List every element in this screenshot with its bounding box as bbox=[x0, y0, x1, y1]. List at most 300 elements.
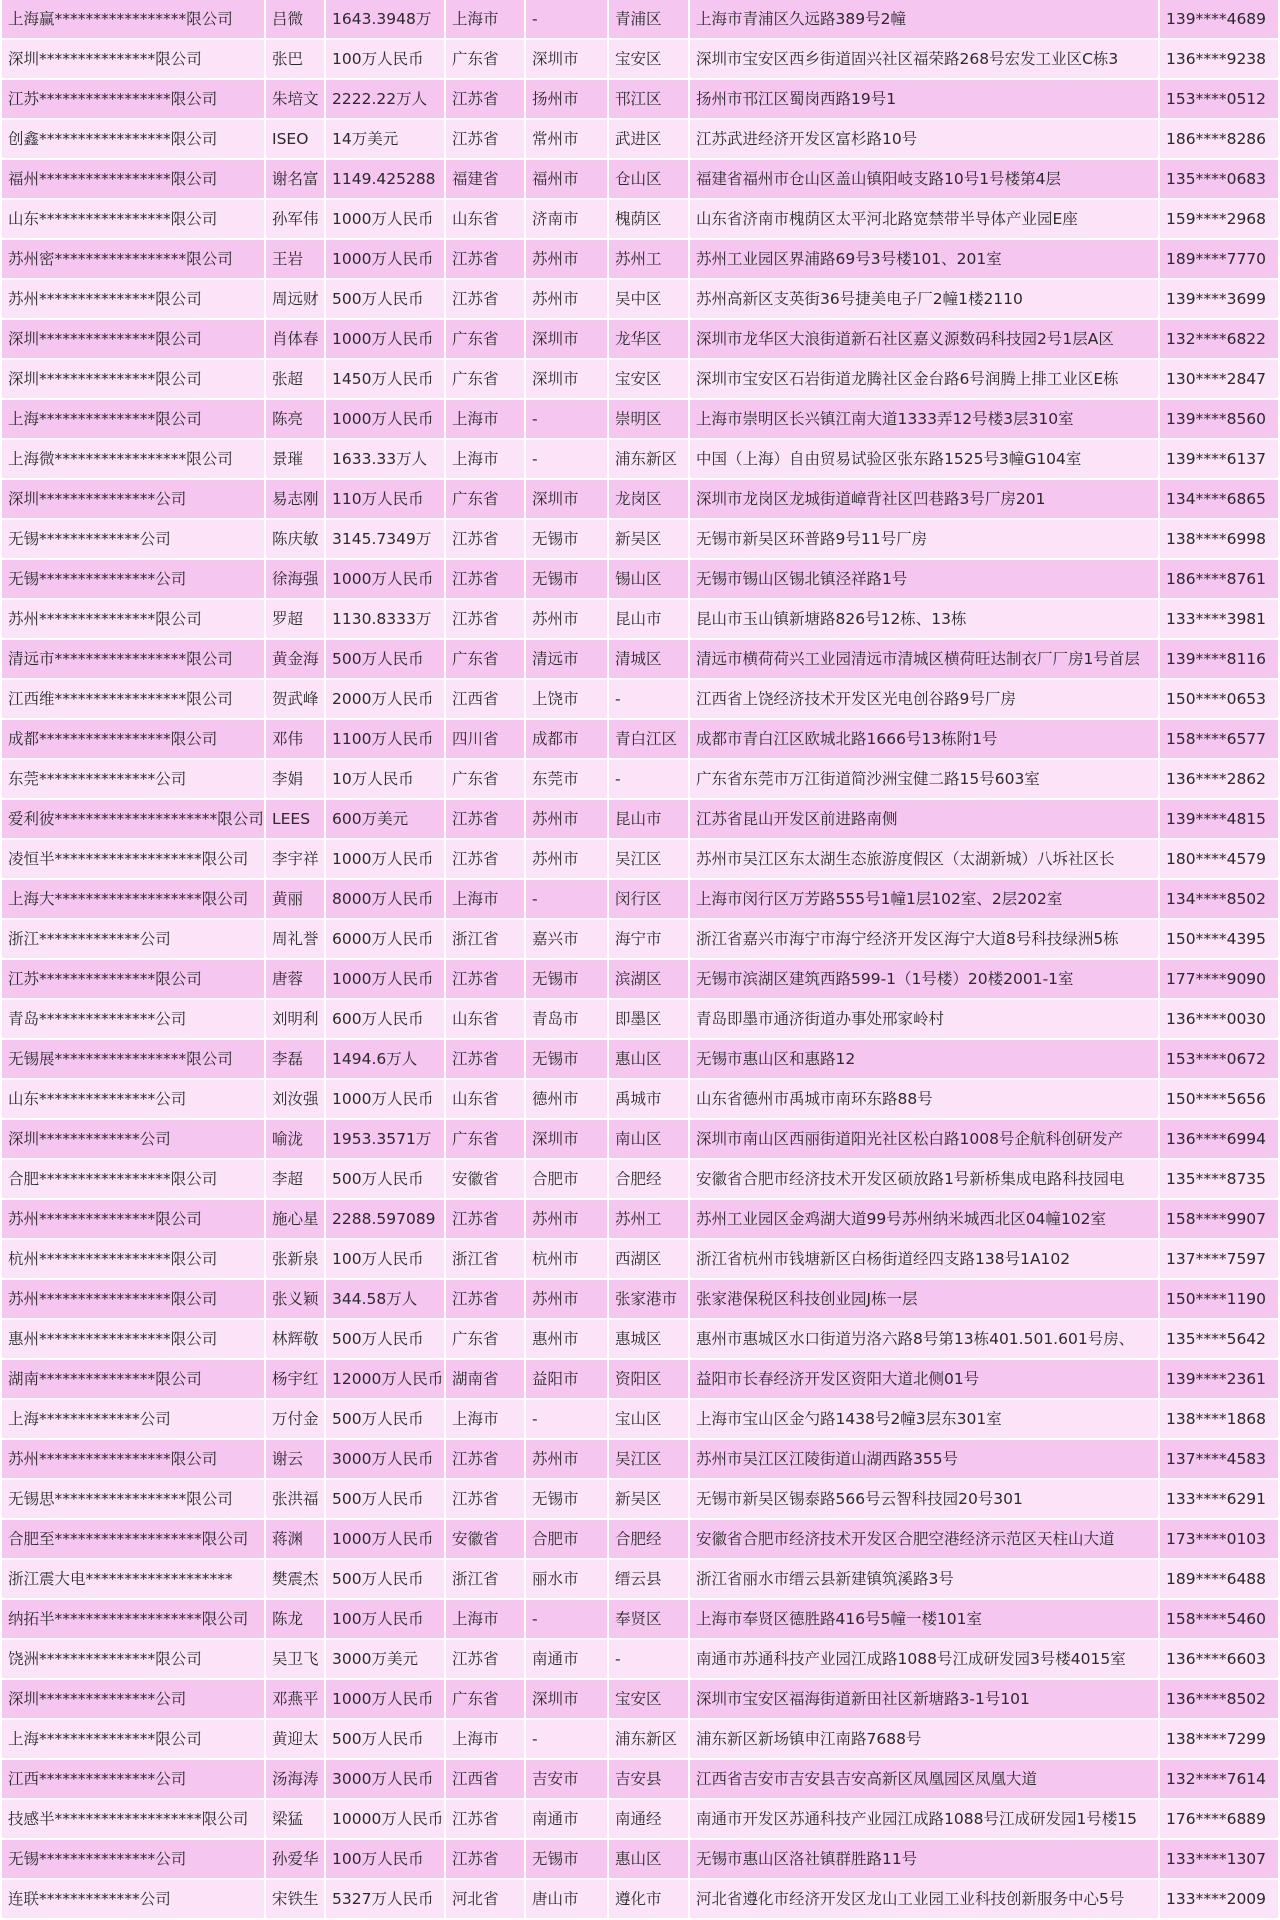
cell-legal-person: 蒋渊 bbox=[266, 1520, 324, 1560]
cell-address: 山东省济南市槐荫区太平河北路宽禁带半导体产业园E座 bbox=[690, 200, 1158, 240]
cell-address: 安徽省合肥市经济技术开发区硕放路1号新桥集成电路科技园电 bbox=[690, 1160, 1158, 1200]
cell-address: 苏州工业园区金鸡湖大道99号苏州纳米城西北区04幢102室 bbox=[690, 1200, 1158, 1240]
cell-province: 江苏省 bbox=[446, 1640, 524, 1680]
cell-district: 青浦区 bbox=[609, 0, 688, 40]
cell-province: 广东省 bbox=[446, 320, 524, 360]
cell-legal-person: 陈庆敏 bbox=[266, 520, 324, 560]
cell-legal-person: 刘明利 bbox=[266, 1000, 324, 1040]
cell-phone: 134****8502 bbox=[1160, 880, 1278, 920]
cell-legal-person: 李超 bbox=[266, 1160, 324, 1200]
cell-company-name: 无锡展*****************限公司 bbox=[2, 1040, 264, 1080]
table-row bbox=[2, 1280, 1278, 1320]
cell-phone: 189****7770 bbox=[1160, 240, 1278, 280]
cell-address: 苏州市吴江区江陵街道山湖西路355号 bbox=[690, 1440, 1158, 1480]
table-row bbox=[2, 1760, 1278, 1800]
cell-address: 青岛即墨市通济街道办事处邢家岭村 bbox=[690, 1000, 1158, 1040]
cell-phone: 177****9090 bbox=[1160, 960, 1278, 1000]
table-row bbox=[2, 1640, 1278, 1680]
cell-province: 四川省 bbox=[446, 720, 524, 760]
cell-province: 河北省 bbox=[446, 1880, 524, 1920]
cell-address: 河北省遵化市经济开发区龙山工业园工业科技创新服务中心5号 bbox=[690, 1880, 1158, 1920]
cell-city: 济南市 bbox=[526, 200, 607, 240]
cell-legal-person: 景璀 bbox=[266, 440, 324, 480]
table-row bbox=[2, 120, 1278, 160]
cell-registered-capital: 500万人民币 bbox=[326, 1480, 444, 1520]
table-row bbox=[2, 920, 1278, 960]
table-row bbox=[2, 1440, 1278, 1480]
cell-district: 张家港市 bbox=[609, 1280, 688, 1320]
cell-registered-capital: 6000万人民币 bbox=[326, 920, 444, 960]
cell-district: 闵行区 bbox=[609, 880, 688, 920]
cell-address: 无锡市新吴区环普路9号11号厂房 bbox=[690, 520, 1158, 560]
cell-legal-person: 谢云 bbox=[266, 1440, 324, 1480]
cell-company-name: 创鑫*****************限公司 bbox=[2, 120, 264, 160]
cell-city: 杭州市 bbox=[526, 1240, 607, 1280]
cell-province: 江苏省 bbox=[446, 1480, 524, 1520]
cell-registered-capital: 1149.425288 bbox=[326, 160, 444, 200]
cell-district: 清城区 bbox=[609, 640, 688, 680]
cell-province: 广东省 bbox=[446, 40, 524, 80]
cell-district: 宝安区 bbox=[609, 360, 688, 400]
cell-registered-capital: 1953.3571万 bbox=[326, 1120, 444, 1160]
cell-phone: 139****6137 bbox=[1160, 440, 1278, 480]
cell-registered-capital: 1000万人民币 bbox=[326, 320, 444, 360]
cell-phone: 186****8286 bbox=[1160, 120, 1278, 160]
cell-legal-person: 张超 bbox=[266, 360, 324, 400]
table-row bbox=[2, 200, 1278, 240]
cell-company-name: 无锡***************公司 bbox=[2, 560, 264, 600]
table-row bbox=[2, 520, 1278, 560]
cell-legal-person: 王岩 bbox=[266, 240, 324, 280]
cell-registered-capital: 1450万人民币 bbox=[326, 360, 444, 400]
cell-company-name: 苏州*****************限公司 bbox=[2, 1440, 264, 1480]
cell-phone: 135****0683 bbox=[1160, 160, 1278, 200]
cell-district: - bbox=[609, 760, 688, 800]
cell-address: 上海市宝山区金勺路1438号2幢3层东301室 bbox=[690, 1400, 1158, 1440]
cell-company-name: 江西***************公司 bbox=[2, 1760, 264, 1800]
table-row bbox=[2, 600, 1278, 640]
cell-company-name: 连联*************公司 bbox=[2, 1880, 264, 1920]
cell-phone: 130****2847 bbox=[1160, 360, 1278, 400]
cell-address: 上海市青浦区久远路389号2幢 bbox=[690, 0, 1158, 40]
cell-company-name: 深圳***************限公司 bbox=[2, 320, 264, 360]
cell-province: 江苏省 bbox=[446, 80, 524, 120]
cell-phone: 139****2361 bbox=[1160, 1360, 1278, 1400]
cell-registered-capital: 2288.597089 bbox=[326, 1200, 444, 1240]
table-row bbox=[2, 1800, 1278, 1840]
cell-city: 吉安市 bbox=[526, 1760, 607, 1800]
cell-phone: 136****8502 bbox=[1160, 1680, 1278, 1720]
cell-district: 槐荫区 bbox=[609, 200, 688, 240]
cell-company-name: 苏州***************限公司 bbox=[2, 280, 264, 320]
cell-registered-capital: 1633.33万人 bbox=[326, 440, 444, 480]
cell-district: 南山区 bbox=[609, 1120, 688, 1160]
cell-phone: 138****1868 bbox=[1160, 1400, 1278, 1440]
cell-province: 上海市 bbox=[446, 1720, 524, 1760]
cell-registered-capital: 344.58万人 bbox=[326, 1280, 444, 1320]
cell-province: 江苏省 bbox=[446, 280, 524, 320]
cell-address: 成都市青白江区欧城北路1666号13栋附1号 bbox=[690, 720, 1158, 760]
cell-phone: 133****2009 bbox=[1160, 1880, 1278, 1920]
table-row bbox=[2, 1880, 1278, 1920]
cell-city: 成都市 bbox=[526, 720, 607, 760]
cell-address: 浙江省嘉兴市海宁市海宁经济开发区海宁大道8号科技绿洲5栋 bbox=[690, 920, 1158, 960]
cell-district: 禹城市 bbox=[609, 1080, 688, 1120]
cell-address: 江苏武进经济开发区富杉路10号 bbox=[690, 120, 1158, 160]
cell-city: 深圳市 bbox=[526, 320, 607, 360]
cell-phone: 136****2862 bbox=[1160, 760, 1278, 800]
table-row bbox=[2, 800, 1278, 840]
cell-legal-person: 吕微 bbox=[266, 0, 324, 40]
cell-phone: 132****6822 bbox=[1160, 320, 1278, 360]
cell-address: 无锡市滨湖区建筑西路599-1（1号楼）20楼2001-1室 bbox=[690, 960, 1158, 1000]
cell-phone: 153****0512 bbox=[1160, 80, 1278, 120]
cell-phone: 139****4689 bbox=[1160, 0, 1278, 40]
cell-district: 宝安区 bbox=[609, 1680, 688, 1720]
cell-company-name: 成都*****************限公司 bbox=[2, 720, 264, 760]
cell-company-name: 湖南***************限公司 bbox=[2, 1360, 264, 1400]
cell-address: 中国（上海）自由贸易试验区张东路1525号3幢G104室 bbox=[690, 440, 1158, 480]
cell-district: 吉安县 bbox=[609, 1760, 688, 1800]
cell-registered-capital: 1130.8333万 bbox=[326, 600, 444, 640]
cell-company-name: 无锡***************公司 bbox=[2, 1840, 264, 1880]
cell-province: 上海市 bbox=[446, 400, 524, 440]
cell-district: 缙云县 bbox=[609, 1560, 688, 1600]
table-row bbox=[2, 320, 1278, 360]
cell-phone: 176****6889 bbox=[1160, 1800, 1278, 1840]
cell-city: 上饶市 bbox=[526, 680, 607, 720]
cell-legal-person: 朱培文 bbox=[266, 80, 324, 120]
cell-legal-person: 张洪福 bbox=[266, 1480, 324, 1520]
cell-company-name: 福州*****************限公司 bbox=[2, 160, 264, 200]
cell-city: 合肥市 bbox=[526, 1160, 607, 1200]
cell-company-name: 深圳***************限公司 bbox=[2, 40, 264, 80]
cell-province: 安徽省 bbox=[446, 1160, 524, 1200]
table-row bbox=[2, 720, 1278, 760]
table-row bbox=[2, 400, 1278, 440]
cell-legal-person: 徐海强 bbox=[266, 560, 324, 600]
cell-address: 清远市横荷荷兴工业园清远市清城区横荷旺达制衣厂厂房1号首层 bbox=[690, 640, 1158, 680]
cell-city: 苏州市 bbox=[526, 800, 607, 840]
cell-address: 深圳市南山区西丽街道阳光社区松白路1008号企航科创研发产 bbox=[690, 1120, 1158, 1160]
cell-phone: 137****7597 bbox=[1160, 1240, 1278, 1280]
table-row bbox=[2, 1560, 1278, 1600]
cell-address: 上海市崇明区长兴镇江南大道1333弄12号楼3层310室 bbox=[690, 400, 1158, 440]
table-row bbox=[2, 1240, 1278, 1280]
cell-company-name: 上海***************限公司 bbox=[2, 1720, 264, 1760]
cell-district: 滨湖区 bbox=[609, 960, 688, 1000]
cell-phone: 139****8560 bbox=[1160, 400, 1278, 440]
table-row bbox=[2, 440, 1278, 480]
cell-company-name: 无锡思*****************限公司 bbox=[2, 1480, 264, 1520]
cell-registered-capital: 3145.7349万 bbox=[326, 520, 444, 560]
cell-legal-person: 张新泉 bbox=[266, 1240, 324, 1280]
cell-province: 上海市 bbox=[446, 440, 524, 480]
cell-company-name: 合肥*****************限公司 bbox=[2, 1160, 264, 1200]
table-row bbox=[2, 480, 1278, 520]
cell-city: 唐山市 bbox=[526, 1880, 607, 1920]
cell-address: 上海市奉贤区德胜路416号5幢一楼101室 bbox=[690, 1600, 1158, 1640]
cell-legal-person: 邓伟 bbox=[266, 720, 324, 760]
cell-company-name: 上海大*******************限公司 bbox=[2, 880, 264, 920]
cell-phone: 133****1307 bbox=[1160, 1840, 1278, 1880]
cell-address: 上海市闵行区万芳路555号1幢1层102室、2层202室 bbox=[690, 880, 1158, 920]
cell-registered-capital: 1000万人民币 bbox=[326, 1680, 444, 1720]
cell-city: 深圳市 bbox=[526, 360, 607, 400]
table-row bbox=[2, 840, 1278, 880]
cell-registered-capital: 1000万人民币 bbox=[326, 960, 444, 1000]
cell-city: 福州市 bbox=[526, 160, 607, 200]
table-row bbox=[2, 1000, 1278, 1040]
cell-company-name: 江苏***************限公司 bbox=[2, 960, 264, 1000]
cell-phone: 150****5656 bbox=[1160, 1080, 1278, 1120]
cell-district: 宝安区 bbox=[609, 40, 688, 80]
cell-company-name: 深圳*************公司 bbox=[2, 1120, 264, 1160]
cell-city: - bbox=[526, 440, 607, 480]
cell-district: - bbox=[609, 1640, 688, 1680]
cell-city: - bbox=[526, 1720, 607, 1760]
cell-company-name: 惠州*****************限公司 bbox=[2, 1320, 264, 1360]
cell-address: 深圳市龙华区大浪街道新石社区嘉义源数码科技园2号1层A区 bbox=[690, 320, 1158, 360]
cell-phone: 133****3981 bbox=[1160, 600, 1278, 640]
cell-registered-capital: 10万人民币 bbox=[326, 760, 444, 800]
cell-legal-person: 汤海涛 bbox=[266, 1760, 324, 1800]
cell-city: 深圳市 bbox=[526, 1680, 607, 1720]
cell-district: 惠城区 bbox=[609, 1320, 688, 1360]
cell-phone: 138****7299 bbox=[1160, 1720, 1278, 1760]
cell-city: 无锡市 bbox=[526, 560, 607, 600]
table-row bbox=[2, 1040, 1278, 1080]
cell-legal-person: 陈亮 bbox=[266, 400, 324, 440]
cell-address: 安徽省合肥市经济技术开发区合肥空港经济示范区天柱山大道 bbox=[690, 1520, 1158, 1560]
cell-registered-capital: 3000万人民币 bbox=[326, 1760, 444, 1800]
cell-company-name: 上海微*****************限公司 bbox=[2, 440, 264, 480]
cell-registered-capital: 600万人民币 bbox=[326, 1000, 444, 1040]
cell-registered-capital: 500万人民币 bbox=[326, 1720, 444, 1760]
cell-phone: 150****1190 bbox=[1160, 1280, 1278, 1320]
cell-phone: 139****8116 bbox=[1160, 640, 1278, 680]
cell-legal-person: 吴卫飞 bbox=[266, 1640, 324, 1680]
cell-district: 宝山区 bbox=[609, 1400, 688, 1440]
cell-address: 益阳市长春经济开发区资阳大道北侧01号 bbox=[690, 1360, 1158, 1400]
cell-phone: 138****6998 bbox=[1160, 520, 1278, 560]
cell-district: 奉贤区 bbox=[609, 1600, 688, 1640]
cell-company-name: 苏州密*****************限公司 bbox=[2, 240, 264, 280]
cell-phone: 136****9238 bbox=[1160, 40, 1278, 80]
cell-phone: 136****6603 bbox=[1160, 1640, 1278, 1680]
cell-district: 合肥经 bbox=[609, 1160, 688, 1200]
table-row bbox=[2, 1840, 1278, 1880]
cell-city: 南通市 bbox=[526, 1800, 607, 1840]
cell-registered-capital: 1100万人民币 bbox=[326, 720, 444, 760]
cell-province: 江苏省 bbox=[446, 120, 524, 160]
cell-district: 遵化市 bbox=[609, 1880, 688, 1920]
cell-address: 广东省东莞市万江街道简沙洲宝健二路15号603室 bbox=[690, 760, 1158, 800]
cell-registered-capital: 1494.6万人 bbox=[326, 1040, 444, 1080]
cell-province: 江苏省 bbox=[446, 240, 524, 280]
cell-registered-capital: 1000万人民币 bbox=[326, 1520, 444, 1560]
cell-province: 上海市 bbox=[446, 1400, 524, 1440]
cell-legal-person: 肖体春 bbox=[266, 320, 324, 360]
cell-city: - bbox=[526, 1400, 607, 1440]
cell-legal-person: 黄迎太 bbox=[266, 1720, 324, 1760]
cell-company-name: 纳拓半*******************限公司 bbox=[2, 1600, 264, 1640]
cell-registered-capital: 100万人民币 bbox=[326, 40, 444, 80]
cell-city: 益阳市 bbox=[526, 1360, 607, 1400]
cell-phone: 139****4815 bbox=[1160, 800, 1278, 840]
cell-city: - bbox=[526, 1600, 607, 1640]
cell-district: 吴江区 bbox=[609, 840, 688, 880]
cell-phone: 173****0103 bbox=[1160, 1520, 1278, 1560]
cell-phone: 134****6865 bbox=[1160, 480, 1278, 520]
table-row bbox=[2, 1680, 1278, 1720]
cell-registered-capital: 1000万人民币 bbox=[326, 240, 444, 280]
cell-district: 昆山市 bbox=[609, 600, 688, 640]
cell-province: 江苏省 bbox=[446, 1200, 524, 1240]
cell-city: 苏州市 bbox=[526, 600, 607, 640]
cell-address: 江西省上饶经济技术开发区光电创谷路9号厂房 bbox=[690, 680, 1158, 720]
cell-legal-person: 孙爱华 bbox=[266, 1840, 324, 1880]
cell-city: 无锡市 bbox=[526, 1040, 607, 1080]
cell-district: 崇明区 bbox=[609, 400, 688, 440]
cell-legal-person: 李娟 bbox=[266, 760, 324, 800]
cell-phone: 186****8761 bbox=[1160, 560, 1278, 600]
cell-province: 广东省 bbox=[446, 480, 524, 520]
cell-city: 德州市 bbox=[526, 1080, 607, 1120]
cell-address: 江西省吉安市吉安县吉安高新区凤凰园区凤凰大道 bbox=[690, 1760, 1158, 1800]
cell-registered-capital: 10000万人民币 bbox=[326, 1800, 444, 1840]
cell-city: 深圳市 bbox=[526, 480, 607, 520]
cell-province: 山东省 bbox=[446, 200, 524, 240]
table-row bbox=[2, 360, 1278, 400]
cell-province: 广东省 bbox=[446, 640, 524, 680]
cell-phone: 159****2968 bbox=[1160, 200, 1278, 240]
cell-legal-person: 施心星 bbox=[266, 1200, 324, 1240]
cell-company-name: 技感半*******************限公司 bbox=[2, 1800, 264, 1840]
cell-province: 广东省 bbox=[446, 760, 524, 800]
cell-city: 东莞市 bbox=[526, 760, 607, 800]
cell-district: 锡山区 bbox=[609, 560, 688, 600]
cell-district: 昆山市 bbox=[609, 800, 688, 840]
cell-company-name: 杭州*****************限公司 bbox=[2, 1240, 264, 1280]
cell-province: 山东省 bbox=[446, 1000, 524, 1040]
cell-province: 江苏省 bbox=[446, 1040, 524, 1080]
cell-city: 清远市 bbox=[526, 640, 607, 680]
cell-legal-person: 陈龙 bbox=[266, 1600, 324, 1640]
cell-legal-person: 易志刚 bbox=[266, 480, 324, 520]
cell-address: 山东省德州市禹城市南环东路88号 bbox=[690, 1080, 1158, 1120]
cell-legal-person: ISEO bbox=[266, 120, 324, 160]
cell-legal-person: 杨宇红 bbox=[266, 1360, 324, 1400]
table-row bbox=[2, 1360, 1278, 1400]
cell-registered-capital: 8000万人民币 bbox=[326, 880, 444, 920]
cell-address: 无锡市新吴区锡泰路566号云智科技园20号301 bbox=[690, 1480, 1158, 1520]
cell-province: 湖南省 bbox=[446, 1360, 524, 1400]
table-row bbox=[2, 1160, 1278, 1200]
cell-company-name: 青岛***************公司 bbox=[2, 1000, 264, 1040]
cell-legal-person: 刘汝强 bbox=[266, 1080, 324, 1120]
cell-phone: 139****3699 bbox=[1160, 280, 1278, 320]
cell-company-name: 山东***************公司 bbox=[2, 1080, 264, 1120]
cell-legal-person: 张巴 bbox=[266, 40, 324, 80]
cell-district: 龙岗区 bbox=[609, 480, 688, 520]
cell-company-name: 东莞***************公司 bbox=[2, 760, 264, 800]
cell-company-name: 上海***************限公司 bbox=[2, 400, 264, 440]
table-row bbox=[2, 160, 1278, 200]
cell-address: 扬州市邗江区蜀岗西路19号1 bbox=[690, 80, 1158, 120]
cell-phone: 153****0672 bbox=[1160, 1040, 1278, 1080]
cell-registered-capital: 100万人民币 bbox=[326, 1600, 444, 1640]
cell-address: 苏州高新区支英街36号捷美电子厂2幢1楼2110 bbox=[690, 280, 1158, 320]
cell-city: 深圳市 bbox=[526, 1120, 607, 1160]
cell-district: 南通经 bbox=[609, 1800, 688, 1840]
cell-legal-person: 李磊 bbox=[266, 1040, 324, 1080]
cell-address: 张家港保税区科技创业园J栋一层 bbox=[690, 1280, 1158, 1320]
cell-province: 福建省 bbox=[446, 160, 524, 200]
cell-phone: 180****4579 bbox=[1160, 840, 1278, 880]
cell-phone: 136****0030 bbox=[1160, 1000, 1278, 1040]
cell-city: 合肥市 bbox=[526, 1520, 607, 1560]
cell-district: - bbox=[609, 680, 688, 720]
table-row bbox=[2, 1520, 1278, 1560]
cell-city: - bbox=[526, 0, 607, 40]
cell-city: 无锡市 bbox=[526, 960, 607, 1000]
cell-province: 江苏省 bbox=[446, 600, 524, 640]
cell-city: 无锡市 bbox=[526, 1840, 607, 1880]
cell-legal-person: 林辉敬 bbox=[266, 1320, 324, 1360]
cell-phone: 136****6994 bbox=[1160, 1120, 1278, 1160]
cell-registered-capital: 2222.22万人 bbox=[326, 80, 444, 120]
cell-district: 惠山区 bbox=[609, 1040, 688, 1080]
cell-province: 上海市 bbox=[446, 880, 524, 920]
cell-registered-capital: 2000万人民币 bbox=[326, 680, 444, 720]
table-row bbox=[2, 80, 1278, 120]
cell-province: 上海市 bbox=[446, 0, 524, 40]
cell-company-name: 苏州***************限公司 bbox=[2, 600, 264, 640]
cell-province: 江苏省 bbox=[446, 560, 524, 600]
cell-registered-capital: 500万人民币 bbox=[326, 1320, 444, 1360]
cell-registered-capital: 5327万人民币 bbox=[326, 1880, 444, 1920]
cell-registered-capital: 100万人民币 bbox=[326, 1840, 444, 1880]
cell-city: 嘉兴市 bbox=[526, 920, 607, 960]
cell-registered-capital: 14万美元 bbox=[326, 120, 444, 160]
cell-registered-capital: 1000万人民币 bbox=[326, 200, 444, 240]
table-row bbox=[2, 640, 1278, 680]
cell-address: 无锡市锡山区锡北镇泾祥路1号 bbox=[690, 560, 1158, 600]
cell-district: 龙华区 bbox=[609, 320, 688, 360]
cell-address: 深圳市宝安区石岩街道龙腾社区金台路6号润腾上排工业区E栋 bbox=[690, 360, 1158, 400]
cell-company-name: 深圳***************公司 bbox=[2, 1680, 264, 1720]
cell-address: 南通市开发区苏通科技产业园江成路1088号江成研发园1号楼15 bbox=[690, 1800, 1158, 1840]
cell-phone: 150****0653 bbox=[1160, 680, 1278, 720]
cell-address: 浦东新区新场镇申江南路7688号 bbox=[690, 1720, 1158, 1760]
cell-phone: 135****8735 bbox=[1160, 1160, 1278, 1200]
cell-province: 江苏省 bbox=[446, 1840, 524, 1880]
cell-address: 福建省福州市仓山区盖山镇阳岐支路10号1号楼第4层 bbox=[690, 160, 1158, 200]
cell-city: 无锡市 bbox=[526, 520, 607, 560]
cell-company-name: 合肥至*******************限公司 bbox=[2, 1520, 264, 1560]
cell-province: 广东省 bbox=[446, 1320, 524, 1360]
cell-district: 苏州工 bbox=[609, 240, 688, 280]
cell-legal-person: 樊震杰 bbox=[266, 1560, 324, 1600]
cell-phone: 132****7614 bbox=[1160, 1760, 1278, 1800]
cell-city: - bbox=[526, 880, 607, 920]
cell-phone: 150****4395 bbox=[1160, 920, 1278, 960]
cell-address: 浙江省杭州市钱塘新区白杨街道经四支路138号1A102 bbox=[690, 1240, 1158, 1280]
table-row bbox=[2, 1080, 1278, 1120]
table-row bbox=[2, 560, 1278, 600]
cell-province: 广东省 bbox=[446, 1120, 524, 1160]
